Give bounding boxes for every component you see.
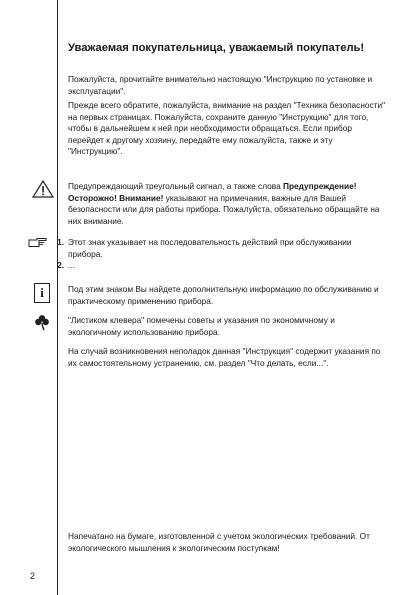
warning-lead: Предупреждающий треугольный сигнал, а также слова (68, 181, 283, 191)
steps-list (30, 237, 380, 272)
troubleshooting-paragraph: На случай возникновения неполадок данная "Инструкция" содержит указания по их самостоятельному устранению, см. раздел "Что делать, если...". (68, 346, 381, 368)
footer-note: Напечатано на бумаге, изготовленной с учетом экологических требований. От экологического мышления к экологическим поступкам! (68, 531, 370, 553)
warning-triangle-icon (32, 180, 54, 198)
warning-rest: указывают на примечания, важные для Вашей безопасности или для работы прибора. Пожалуйста, обязательно обращайте на них внимание. (68, 192, 380, 226)
list-item (30, 260, 380, 272)
clover-paragraph: "Листиком клевера" помечены советы и указания по экономичному и экологичному использованию прибора. (68, 315, 335, 337)
margin-rule (57, 0, 58, 595)
info-icon: i (34, 283, 50, 303)
step-number: 2. (57, 260, 64, 271)
step-text: ... (68, 260, 75, 271)
page-number: 2 (30, 571, 36, 581)
step-text: Этот знак указывает на последовательность действий при обслуживании прибора. (68, 237, 352, 259)
info-paragraph: Под этим знаком Вы найдете дополнительную информацию по обслуживанию и практическому применению прибора. (68, 284, 379, 306)
page-title: Уважаемая покупательница, уважаемый покупатель! (68, 42, 365, 54)
warning-paragraph (68, 181, 388, 227)
warning-keywords: Предупреждение! Осторожно! Внимание! (68, 181, 357, 203)
intro-paragraph-2: Прежде всего обратите, пожалуйста, внимание на раздел "Техника безопасности" на первых страницах. Пожалуйста, сохраните данную "Инструкцию" для того, чтобы в дальнейшем к ней при необходимости обращаться. Если прибор перейдет к другому хозяину, передайте ему пожалуйста, также и эту "Инструкцию". (68, 100, 386, 157)
clover-leaf-icon (34, 314, 50, 331)
list-item (30, 237, 380, 260)
intro-paragraph-1: Пожалуйста, прочитайте внимательно настоящую "Инструкцию по установке и эксплуатации". (68, 74, 373, 96)
step-number: 1. (57, 237, 64, 247)
